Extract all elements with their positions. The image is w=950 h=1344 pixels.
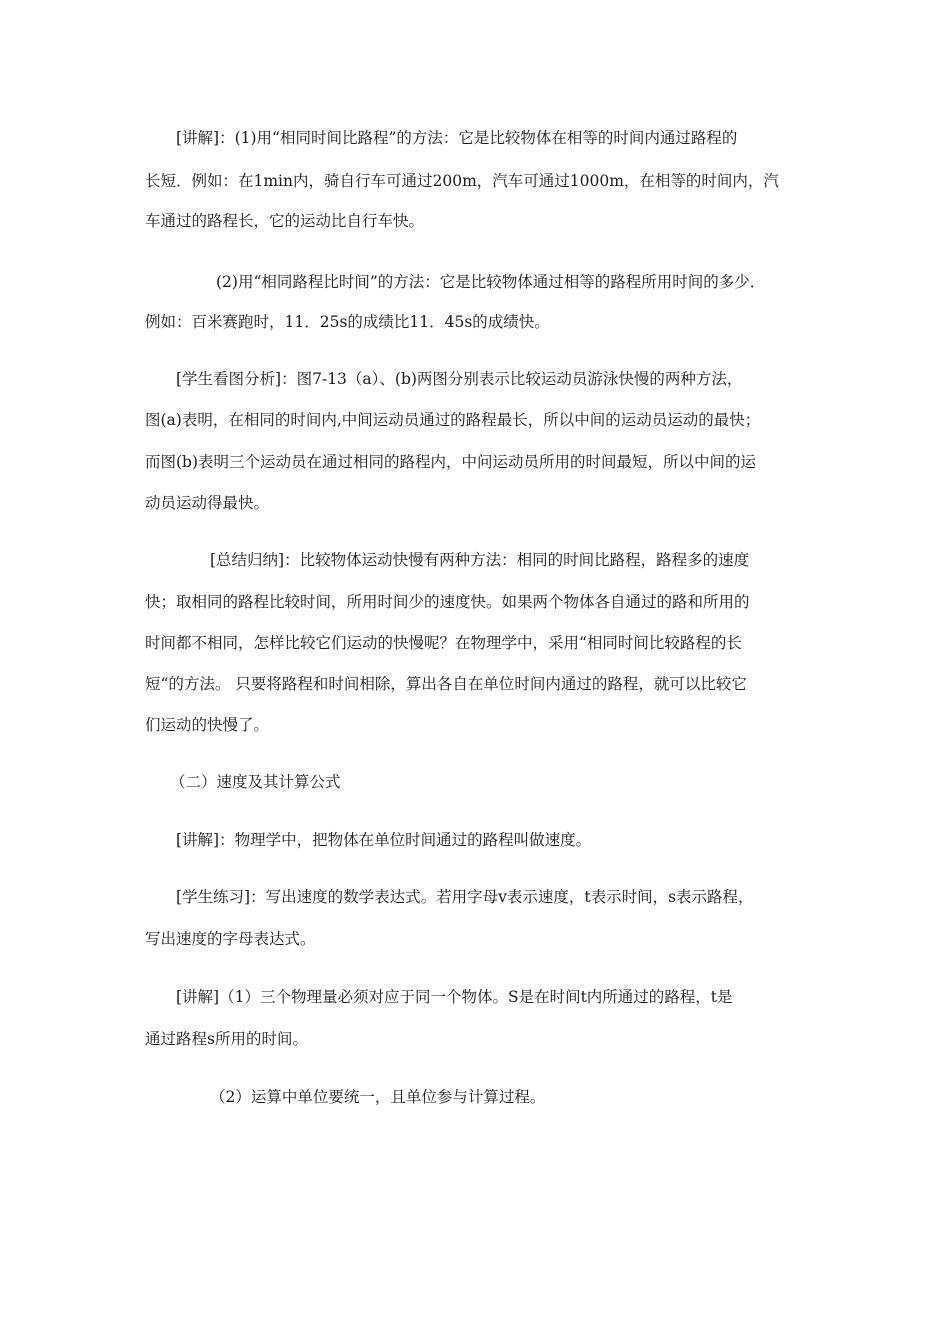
text-line: 们运动的快慢了。 (145, 716, 270, 734)
text-line: 时间都不相同，怎样比较它们运动的快慢呢？在物理学中，采用“相同时间比较路程的长 (145, 634, 742, 652)
text-line: （2）运算中单位要统一，且单位参与计算过程。 (210, 1088, 546, 1106)
text-line: (2)用“相同路程比时间”的方法：它是比较物体通过相等的路程所用时间的多少． (216, 273, 766, 291)
text-line: [讲解]：物理学中，把物体在单位时间通过的路程叫做速度。 (176, 831, 592, 849)
text-line: 短“的方法。 只要将路程和时间相除，算出各自在单位时间内通过的路程，就可以比较它 (145, 675, 747, 693)
text-line: 而图(b)表明三个运动员在通过相同的路程内，中问运动员所用的时间最短，所以中间的运 (145, 453, 757, 471)
section-heading: （二）速度及其计算公式 (170, 773, 341, 791)
text-line: 车通过的路程长，它的运动比自行车快。 (145, 212, 425, 230)
text-line: 快；取相同的路程比较时间，所用时间少的速度快。如果两个物体各自通过的路和所用的 (145, 593, 750, 611)
text-line: [学生看图分析]：图7-13（a）、(b)两图分别表示比较运动员游泳快慢的两种方法， (176, 370, 743, 388)
text-line: 动员运动得最快。 (145, 494, 270, 512)
text-line: 长短．例如：在1min内，骑自行车可通过200m，汽车可通过1000m，在相等的时间内，汽 (145, 172, 779, 190)
text-line: 写出速度的字母表达式。 (145, 930, 316, 948)
text-line: 图(a)表明，在相同的时间内,中间运动员通过的路程最长，所以中间的运动员运动的最快； (145, 411, 761, 429)
text-line: [学生练习]：写出速度的数学表达式。若用字母v表示速度，t表示时间，s表示路程， (176, 888, 754, 906)
text-line: 通过路程s所用的时间。 (145, 1030, 308, 1048)
text-line: [总结归纳]：比较物体运动快慢有两种方法：相同的时间比路程，路程多的速度 (210, 551, 750, 569)
text-line: 例如：百米赛跑时，11．25s的成绩比11．45s的成绩快。 (145, 313, 550, 331)
text-line: [讲解]：(1)用“相同时间比路程”的方法：它是比较物体在相等的时间内通过路程的 (176, 129, 738, 147)
text-line: [讲解]（1）三个物理量必须对应于同一个物体。S是在时间t内所通过的路程，t是 (176, 988, 733, 1006)
